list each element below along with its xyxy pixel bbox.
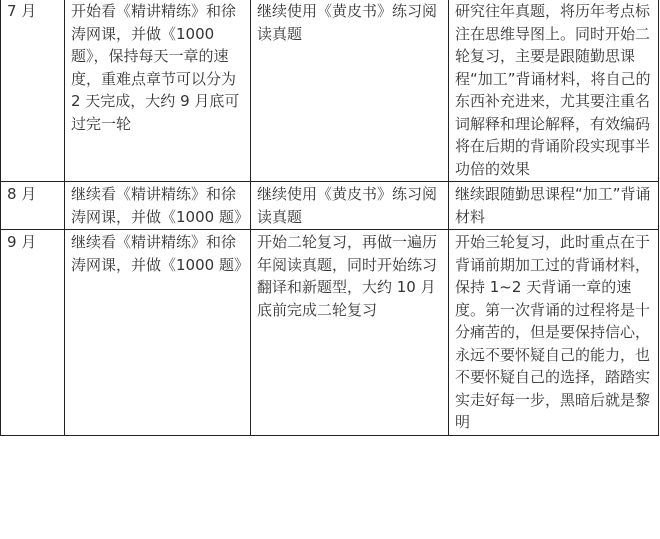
table-row-august (1, 182, 659, 230)
month-cell: 7 月 (1, 0, 65, 182)
english-plan-cell: 继续使用《黄皮书》练习阅读真题 (251, 182, 449, 230)
major-plan-cell: 开始三轮复习，此时重点在于背诵前期加工过的背诵材料，保持 1~2 天背诵一章的速度。第一次背诵的过程将是十分痛苦的，但是要保持信心，永远不要怀疑自己的能力，也不要怀疑自己的选择，踏踏实实走好每一步，黑暗后就是黎明 (449, 230, 659, 436)
table-row-july (1, 0, 659, 182)
major-plan-cell: 研究往年真题，将历年考点标注在思维导图上。同时开始二轮复习，主要是跟随勤思课程“加工”背诵材料，将自己的东西补充进来，尤其要注重名词解释和理论解释，有效编码将在后期的背诵阶段实现事半功倍的效果 (449, 0, 659, 182)
month-cell: 8 月 (1, 182, 65, 230)
table-row-september (1, 230, 659, 436)
month-cell: 9 月 (1, 230, 65, 436)
major-plan-cell: 继续跟随勤思课程“加工”背诵材料 (449, 182, 659, 230)
politics-plan-cell: 开始看《精讲精练》和徐涛网课，并做《1000 题》，保持每天一章的速度，重难点章节可以分为 2 天完成，大约 9 月底可过完一轮 (65, 0, 251, 182)
english-plan-cell: 继续使用《黄皮书》练习阅读真题 (251, 0, 449, 182)
politics-plan-cell: 继续看《精讲精练》和徐涛网课，并做《1000 题》 (65, 182, 251, 230)
english-plan-cell: 开始二轮复习，再做一遍历年阅读真题，同时开始练习翻译和新题型，大约 10 月底前完成二轮复习 (251, 230, 449, 436)
politics-plan-cell: 继续看《精讲精练》和徐涛网课，并做《1000 题》 (65, 230, 251, 436)
